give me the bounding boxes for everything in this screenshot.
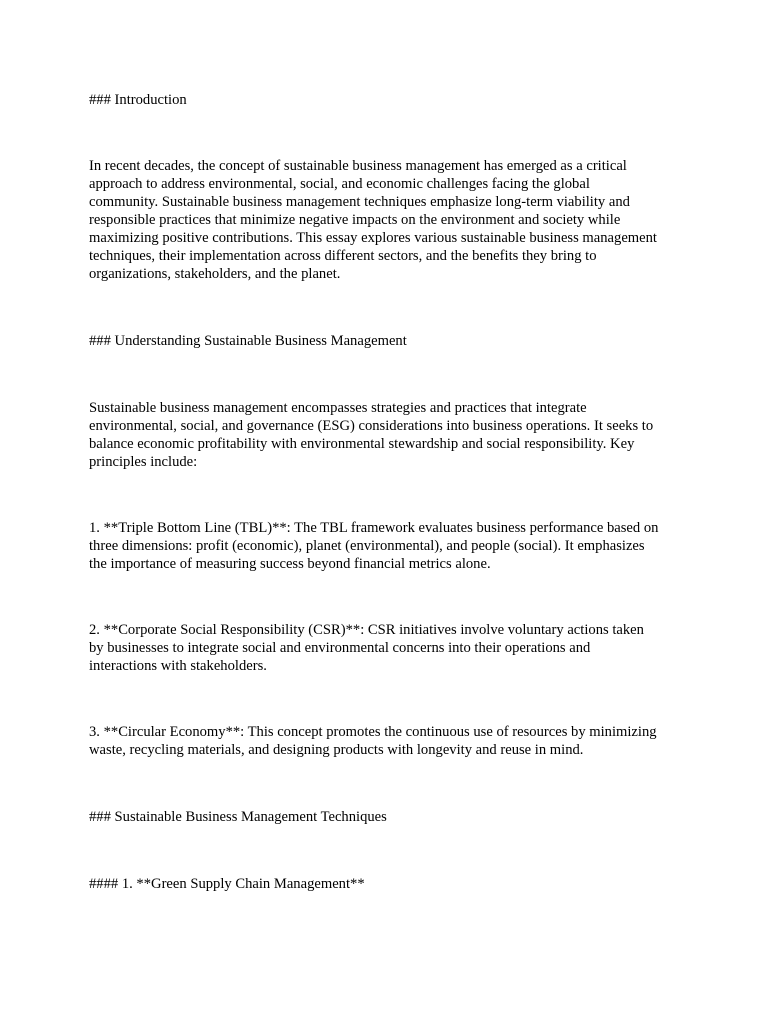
understanding-paragraph-line: environmental, social, and governance (ESG) considerations into business operations. It seeks to — [89, 418, 654, 434]
intro-paragraph-line: approach to address environmental, social, and economic challenges facing the global — [89, 176, 590, 192]
techniques-heading: ### Sustainable Business Management Techniques — [89, 809, 387, 825]
principle-csr-line: 2. **Corporate Social Responsibility (CSR)**: CSR initiatives involve voluntary actions taken — [89, 622, 644, 638]
intro-paragraph-line: maximizing positive contributions. This essay explores various sustainable business management — [89, 230, 657, 246]
intro-paragraph-line: responsible practices that minimize negative impacts on the environment and society while — [89, 212, 621, 228]
understanding-paragraph-line: Sustainable business management encompasses strategies and practices that integrate — [89, 400, 587, 416]
intro-heading: ### Introduction — [89, 92, 187, 108]
intro-paragraph-line: organizations, stakeholders, and the planet. — [89, 266, 341, 282]
principle-csr-line: by businesses to integrate social and environmental concerns into their operations and — [89, 640, 591, 656]
principle-tbl-line: the importance of measuring success beyond financial metrics alone. — [89, 556, 491, 572]
intro-paragraph-line: In recent decades, the concept of sustainable business management has emerged as a critical — [89, 158, 627, 174]
technique-1-heading: #### 1. **Green Supply Chain Management** — [89, 876, 365, 892]
principle-tbl-line: 1. **Triple Bottom Line (TBL)**: The TBL framework evaluates business performance based on — [89, 520, 659, 536]
understanding-paragraph-line: principles include: — [89, 454, 198, 470]
intro-paragraph-line: techniques, their implementation across different sectors, and the benefits they bring to — [89, 248, 597, 264]
principle-circular-line: waste, recycling materials, and designing products with longevity and reuse in mind. — [89, 742, 584, 758]
principle-circular-line: 3. **Circular Economy**: This concept promotes the continuous use of resources by minimizing — [89, 724, 657, 740]
principle-tbl-line: three dimensions: profit (economic), planet (environmental), and people (social). It emphasizes — [89, 538, 645, 554]
understanding-paragraph-line: balance economic profitability with environmental stewardship and social responsibility. Key — [89, 436, 635, 452]
principle-csr-line: interactions with stakeholders. — [89, 658, 267, 674]
intro-paragraph-line: community. Sustainable business management techniques emphasize long-term viability and — [89, 194, 630, 210]
understanding-heading: ### Understanding Sustainable Business Management — [89, 333, 407, 349]
